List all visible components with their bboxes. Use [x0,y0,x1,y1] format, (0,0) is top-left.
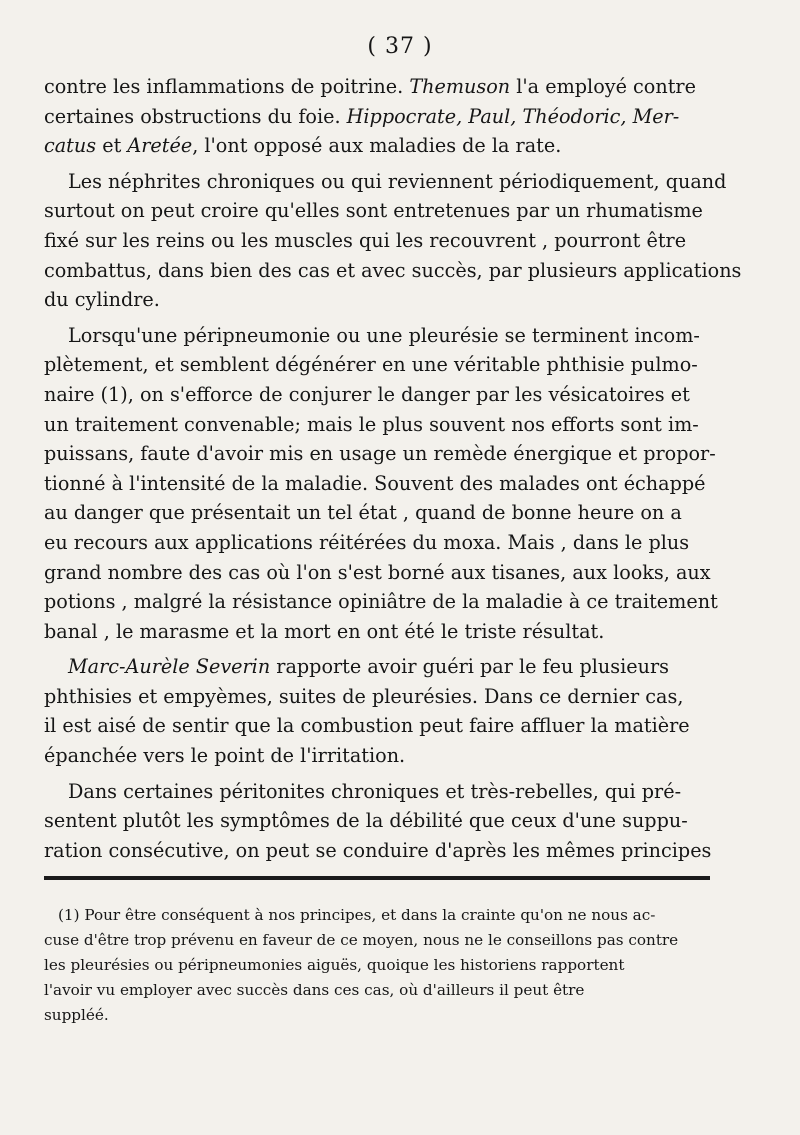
text-line [44,285,710,315]
main-text [44,72,742,871]
text-line [44,131,710,161]
footnote-line: suppléé. [44,1006,109,1024]
text-line [44,350,710,380]
text-line [44,196,710,226]
text-run: contre les inflammations de poitrine. [44,75,410,98]
text-run: il est aisé de sentir que la combustion peut faire affluer la matière [44,714,690,738]
text-line [44,72,710,102]
text-run: naire (1), on s'efforce de conjurer le danger par les vésicatoires et [44,382,690,406]
paragraph [44,167,742,315]
text-line [44,528,710,558]
text-line [44,410,710,440]
text-line [44,587,718,617]
text-run: potions , malgré la résistance opiniâtre de la maladie à ce traitement [44,590,718,614]
text-run: certaines obstructions du foie. [44,104,347,128]
text-line [44,226,710,256]
text-run: puissans, faute d'avoir mis en usage un remède énergique et propor- [44,442,716,466]
text-run: rapporte avoir guéri par le feu plusieurs [270,655,669,679]
text-run: au danger que présentait un tel état , quand de bonne heure on a [44,501,682,525]
page-number: ( 37 ) [367,34,433,59]
text-line [44,256,742,286]
text-run: combattus, dans bien des cas et avec succès, par plusieurs applications [44,258,742,282]
text-line [44,806,710,836]
text-line [44,682,710,712]
text-line [44,652,710,682]
italic-name: Marc-Aurèle Severin [68,655,271,679]
text-line [44,380,710,410]
paragraph [44,652,710,770]
text-line [44,617,710,647]
text-run: un traitement convenable; mais le plus souvent nos efforts sont im- [44,412,699,436]
text-run: , l'ont opposé aux maladies de la rate. [192,134,562,158]
paragraph [44,321,718,647]
footnote-separator-rule [44,876,710,880]
italic-name: Aretée [127,134,193,158]
paragraph [44,72,710,161]
text-run: Lorsqu'une péripneumonie ou une pleurésie se terminent incom- [68,323,700,347]
text-run: épanchée vers le point de l'irritation. [44,744,406,768]
text-run: banal , le marasme et la mort en ont été le triste résultat. [44,619,605,643]
text-run: surtout on peut croire qu'elles sont entretenues par un rhumatisme [44,199,703,223]
text-run: ration consécutive, on peut se conduire d'après les mêmes principes [44,838,712,862]
paragraph [44,777,710,866]
text-line [44,469,710,499]
text-line [44,836,710,866]
text-run: du cylindre. [44,288,160,312]
text-run: plètement, et semblent dégénérer en une véritable phthisie pulmo- [44,353,698,377]
italic-name: catus [44,134,97,158]
text-line [44,498,710,528]
text-run: fixé sur les reins ou les muscles qui les recouvrent , pourront être [44,228,687,252]
italic-name: Hippocrate, Paul, Théodoric, Mer- [346,104,680,128]
footnote-line: (1) Pour être conséquent à nos principes, et dans la crainte qu'on ne nous ac- [58,906,656,924]
text-run: Les néphrites chroniques ou qui reviennent périodiquement, quand [68,169,727,193]
text-run: sentent plutôt les symptômes de la débilité que ceux d'une suppu- [44,809,688,833]
text-run: eu recours aux applications réitérées du moxa. Mais , dans le plus [44,530,690,554]
text-run: phthisies et empyèmes, suites de pleurésies. Dans ce dernier cas, [44,684,684,708]
footnote-line: les pleurésies ou péripneumonies aiguës, quoique les historiens rapportent [44,956,625,974]
text-line [44,558,710,588]
text-run: l'a employé contre [510,75,696,98]
text-run: Dans certaines péritonites chroniques et très-rebelles, qui pré- [68,779,682,803]
footnote-line: cuse d'être trop prévenu en faveur de ce moyen, nous ne le conseillons pas contre [44,931,679,949]
text-run: grand nombre des cas où l'on s'est borné aux tisanes, aux looks, aux [44,560,711,584]
italic-name: Themuson [409,75,511,98]
text-line [44,439,716,469]
text-line [44,741,710,771]
text-run: tionné à l'intensité de la maladie. Souvent des malades ont échappé [44,471,706,495]
footnote [44,903,710,1028]
text-line [44,167,727,197]
text-line [44,777,710,807]
text-run: et [96,134,128,158]
text-line [44,321,710,351]
text-line [44,711,710,741]
text-line [44,102,710,132]
footnote-line: l'avoir vu employer avec succès dans ces cas, où d'ailleurs il peut être [44,981,585,999]
